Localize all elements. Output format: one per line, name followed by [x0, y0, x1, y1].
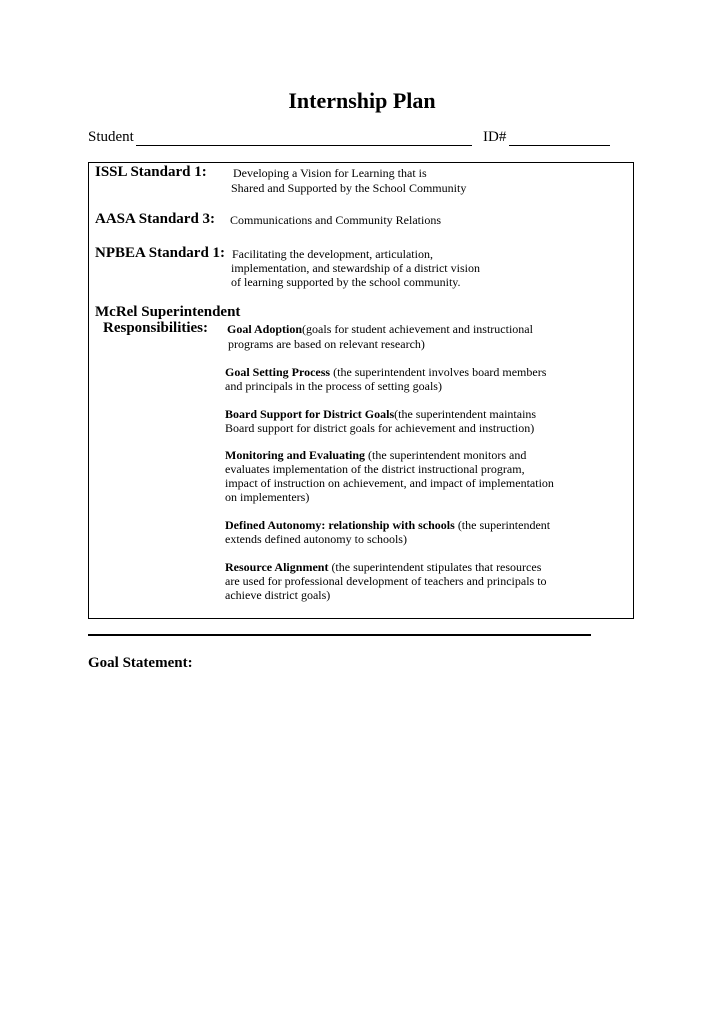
npbea-standard-text-line: Facilitating the development, articulation,	[232, 247, 433, 261]
responsibility-text-line: achieve district goals)	[225, 588, 331, 602]
mcrel-responsibilities-label: Responsibilities:	[103, 320, 209, 336]
responsibility-item	[225, 448, 526, 462]
responsibility-text-line: Board support for district goals for achievement and instruction)	[225, 421, 535, 435]
npbea-standard-text-line: of learning supported by the school community.	[231, 275, 461, 289]
responsibility-text-line: extends defined autonomy to schools)	[225, 532, 407, 546]
responsibility-item	[225, 560, 541, 574]
responsibility-heading: Resource Alignment	[225, 560, 329, 574]
responsibility-heading: Board Support for District Goals	[225, 407, 395, 421]
issl-standard-text-line: Shared and Supported by the School Community	[231, 181, 467, 195]
responsibility-text-line: and principals in the process of setting goals)	[225, 379, 442, 393]
responsibility-text-line: evaluates implementation of the district instructional program,	[225, 462, 525, 476]
goal-statement-label: Goal Statement:	[88, 655, 193, 671]
npbea-standard-text-line: implementation, and stewardship of a district vision	[231, 261, 480, 275]
page-title: Internship Plan	[288, 88, 436, 113]
responsibility-text: (the superintendent monitors and	[365, 448, 527, 462]
aasa-standard-text-line: Communications and Community Relations	[230, 213, 441, 227]
responsibility-text: (the superintendent involves board members	[330, 365, 547, 379]
id-field[interactable]	[509, 145, 610, 146]
responsibility-heading: Monitoring and Evaluating	[225, 448, 366, 462]
responsibility-heading: Defined Autonomy: relationship with schools	[225, 518, 455, 532]
student-field[interactable]	[136, 145, 472, 146]
student-label: Student	[88, 129, 134, 145]
responsibility-text-line: programs are based on relevant research)	[228, 337, 425, 351]
aasa-standard-label: AASA Standard 3:	[95, 211, 216, 227]
issl-standard-text-line: Developing a Vision for Learning that is	[233, 166, 427, 180]
responsibility-text-line: are used for professional development of teachers and principals to	[225, 574, 547, 588]
issl-standard-label: ISSL Standard 1:	[95, 164, 207, 180]
responsibility-heading: Goal Setting Process	[225, 365, 331, 379]
responsibility-item	[225, 518, 550, 532]
responsibility-text: (the superintendent	[454, 518, 551, 532]
npbea-standard-label: NPBEA Standard 1:	[95, 245, 226, 261]
mcrel-label: McRel Superintendent	[95, 304, 241, 320]
section-divider	[88, 634, 591, 636]
responsibility-text: (the superintendent maintains	[394, 407, 537, 421]
responsibility-text: (the superintendent stipulates that resources	[328, 560, 542, 574]
responsibility-text-line: on implementers)	[225, 490, 310, 504]
responsibility-heading: Goal Adoption	[227, 322, 303, 336]
responsibility-item	[227, 322, 533, 336]
responsibility-text-line: impact of instruction on achievement, and impact of implementation	[225, 476, 554, 490]
responsibility-item	[225, 407, 536, 421]
id-label: ID#	[483, 129, 507, 145]
responsibility-text: (goals for student achievement and instructional	[302, 322, 533, 336]
responsibility-item	[225, 365, 546, 379]
